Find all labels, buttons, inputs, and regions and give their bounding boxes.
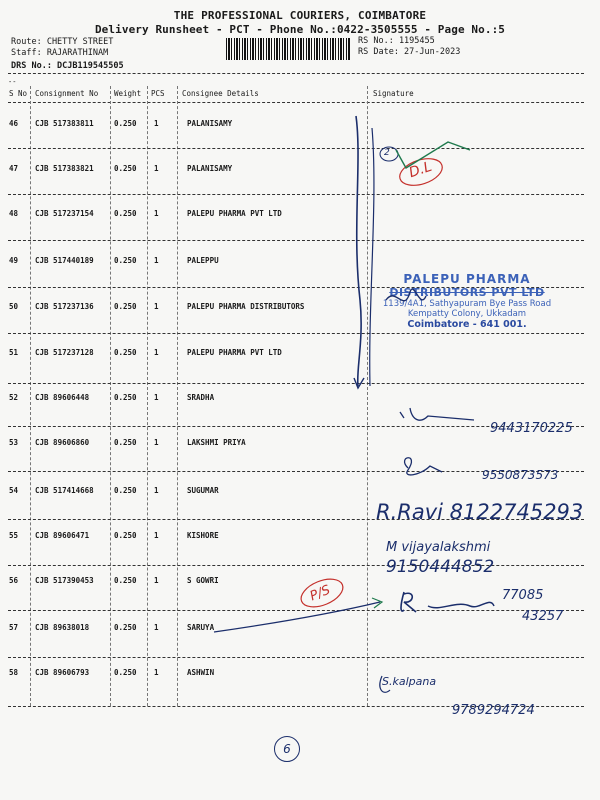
row-sno: 58 xyxy=(9,668,19,677)
row-sno: 46 xyxy=(9,119,19,128)
row-rule xyxy=(8,148,584,149)
row-weight: 0.250 xyxy=(114,209,137,218)
company-title: THE PROFESSIONAL COURIERS, COIMBATORE xyxy=(173,9,427,22)
staff-label: Staff: RAJARATHINAM xyxy=(11,48,109,58)
row-consignee: PALANISAMY xyxy=(187,119,233,128)
col-separator xyxy=(177,86,178,706)
row-rule xyxy=(8,333,584,334)
row-consignee: LAKSHMI PRIYA xyxy=(187,438,246,447)
row-consignment: CJB 517440189 xyxy=(35,256,94,265)
arrow-stroke xyxy=(214,602,380,632)
row-consignment: CJB 517414668 xyxy=(35,486,94,495)
row-pcs: 1 xyxy=(154,486,159,495)
handwritten-phone: 77085 xyxy=(502,588,544,603)
route-label: Route: CHETTY STREET xyxy=(11,37,114,47)
green-check xyxy=(396,142,470,168)
row-pcs: 1 xyxy=(154,438,159,447)
col-separator xyxy=(110,86,111,706)
row-pcs: 1 xyxy=(154,302,159,311)
row-rule xyxy=(8,240,584,241)
handwritten-phone: 9443170225 xyxy=(490,421,573,436)
row-rule xyxy=(8,657,584,658)
row-rule xyxy=(8,610,584,611)
row-weight: 0.250 xyxy=(114,438,137,447)
row-consignee: SARUYA xyxy=(187,623,215,632)
row-consignee: ASHWIN xyxy=(187,668,215,677)
row-consignment: CJB 517237128 xyxy=(35,348,94,357)
header-top-rule xyxy=(8,73,584,74)
signature-scribble xyxy=(401,592,416,612)
row-consignment: CJB 89606471 xyxy=(35,531,90,540)
handwritten-phone: 9789294724 xyxy=(452,703,535,718)
row-sno: 54 xyxy=(9,486,19,495)
stamp-line: PALEPU PHARMA xyxy=(403,272,531,286)
row-pcs: 1 xyxy=(154,348,159,357)
row-rule xyxy=(8,383,584,384)
row-consignment: CJB 517390453 xyxy=(35,576,94,585)
row-consignee: PALANISAMY xyxy=(187,164,233,173)
row-sno: 49 xyxy=(9,256,19,265)
row-weight: 0.250 xyxy=(114,576,137,585)
header-bottom-rule xyxy=(8,102,584,103)
page-number-circle: 6 xyxy=(274,736,300,762)
row-sno: 57 xyxy=(9,623,19,632)
signature-scribble xyxy=(405,458,442,475)
row-weight: 0.250 xyxy=(114,302,137,311)
row-weight: 0.250 xyxy=(114,393,137,402)
row-pcs: 1 xyxy=(154,393,159,402)
bracket-stroke xyxy=(356,116,361,386)
row-weight: 0.250 xyxy=(114,531,137,540)
handwritten-phone: 43257 xyxy=(522,609,564,624)
row-pcs: 1 xyxy=(154,209,159,218)
row-consignment: CJB 517383811 xyxy=(35,119,94,128)
handwritten-phone: 9150444852 xyxy=(386,557,495,577)
row-pcs: 1 xyxy=(154,623,159,632)
row-consignee: PALEPU PHARMA PVT LTD xyxy=(187,348,282,357)
company-stamp xyxy=(372,272,562,330)
row-weight: 0.250 xyxy=(114,164,137,173)
bracket-stroke xyxy=(370,128,374,386)
row-weight: 0.250 xyxy=(114,348,137,357)
row-pcs: 1 xyxy=(154,119,159,128)
col-separator xyxy=(367,86,368,706)
row-consignment: CJB 89638018 xyxy=(35,623,90,632)
row-consignee: KISHORE xyxy=(187,531,219,540)
stamp-line: 1139/4A1, Sathyapuram Bye Pass Road xyxy=(382,299,552,309)
row-consignment: CJB 517383821 xyxy=(35,164,94,173)
handwritten-name: S.kalpana xyxy=(382,675,437,688)
handwritten-dl-mark: D.L xyxy=(407,158,434,182)
row-weight: 0.250 xyxy=(114,623,137,632)
row-pcs: 1 xyxy=(154,164,159,173)
row-consignee: PALEPU PHARMA PVT LTD xyxy=(187,209,282,218)
col-header-signature: Signature xyxy=(373,89,414,98)
row-consignee: PALEPU PHARMA DISTRIBUTORS xyxy=(187,302,305,311)
handwritten-ps-mark: P/S xyxy=(307,582,333,605)
row-pcs: 1 xyxy=(154,576,159,585)
row-weight: 0.250 xyxy=(114,119,137,128)
row-sno: 55 xyxy=(9,531,19,540)
row-rule xyxy=(8,194,584,195)
row-sno: 56 xyxy=(9,576,19,585)
stamp-line: Kempatty Colony, Ukkadam xyxy=(407,309,527,319)
col-header-weight: Weight xyxy=(114,89,142,98)
handwritten-name: M vijayalakshmi xyxy=(386,540,491,555)
row-consignment: CJB 89606793 xyxy=(35,668,90,677)
signature-scribble xyxy=(428,602,494,607)
row-pcs: 1 xyxy=(154,668,159,677)
dash-marker: -- xyxy=(8,78,17,86)
runsheet-subtitle: Delivery Runsheet - PCT - Phone No.:0422-3505555 - Page No.:5 xyxy=(94,23,506,36)
col-separator xyxy=(30,86,31,706)
row-sno: 51 xyxy=(9,348,19,357)
row-pcs: 1 xyxy=(154,531,159,540)
row-sno: 50 xyxy=(9,302,19,311)
col-header-consignment: Consignment No xyxy=(35,89,99,98)
drs-number: DRS No.: DCJB119545505 xyxy=(11,61,124,71)
row-consignee: PALEPPU xyxy=(187,256,219,265)
row-consignee: SUGUMAR xyxy=(187,486,219,495)
arrow-head xyxy=(372,598,382,608)
row-consignment: CJB 517237136 xyxy=(35,302,94,311)
rs-number: RS No.: 1195455 xyxy=(358,36,435,46)
row-consignment: CJB 517237154 xyxy=(35,209,94,218)
row-rule xyxy=(8,565,584,566)
row-consignee: S GOWRI xyxy=(187,576,219,585)
handwritten-circle-number: 2 xyxy=(384,148,390,158)
handwritten-phone: R.Ravi 8122745293 xyxy=(376,500,584,524)
row-weight: 0.250 xyxy=(114,256,137,265)
row-weight: 0.250 xyxy=(114,486,137,495)
row-pcs: 1 xyxy=(154,256,159,265)
row-sno: 53 xyxy=(9,438,19,447)
row-weight: 0.250 xyxy=(114,668,137,677)
stamp-line: Coimbatore - 641 001. xyxy=(407,319,527,330)
row-consignee: SRADHA xyxy=(187,393,215,402)
rs-date: RS Date: 27-Jun-2023 xyxy=(358,47,461,57)
row-sno: 48 xyxy=(9,209,19,218)
col-header-pcs: PCS xyxy=(151,89,165,98)
handwritten-phone: 9550873573 xyxy=(482,468,559,482)
col-separator xyxy=(147,86,148,706)
col-header-sno: S No xyxy=(9,89,28,98)
row-sno: 47 xyxy=(9,164,19,173)
row-consignment: CJB 89606448 xyxy=(35,393,90,402)
row-sno: 52 xyxy=(9,393,19,402)
row-consignment: CJB 89606860 xyxy=(35,438,90,447)
signature-scribble xyxy=(400,408,474,420)
barcode-image xyxy=(226,38,350,60)
col-header-consignee: Consignee Details xyxy=(182,89,259,98)
stamp-line: DISTRIBUTORS PVT LTD xyxy=(389,286,545,299)
